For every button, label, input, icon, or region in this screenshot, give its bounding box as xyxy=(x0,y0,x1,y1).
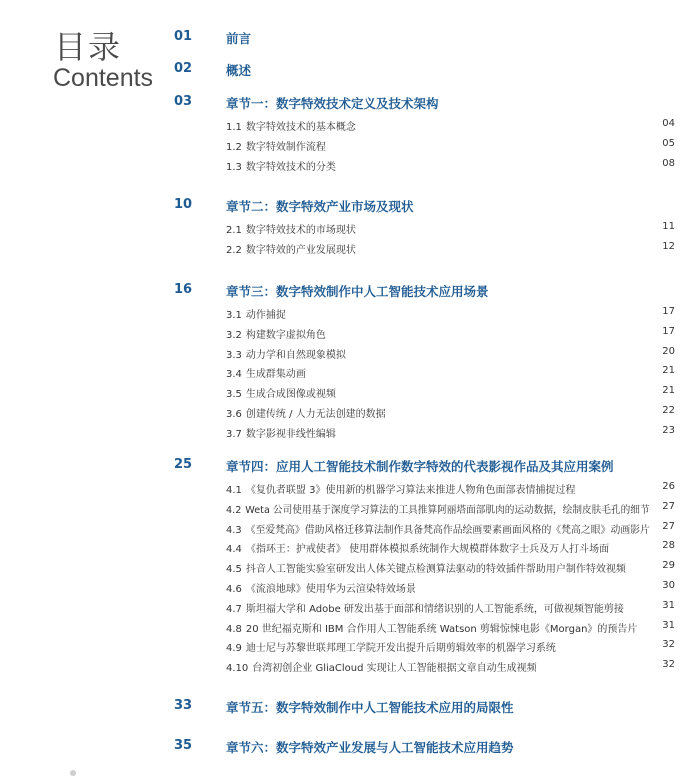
toc-section-row[interactable] xyxy=(0,596,700,616)
chapter-number: 35 xyxy=(174,738,193,753)
section-entry[interactable] xyxy=(226,560,626,575)
toc-section-row[interactable] xyxy=(0,134,700,154)
chapter-title[interactable]: 章节六：数字特效产业发展与人工智能技术应用趋势 xyxy=(226,740,514,755)
section-number: 2.1 xyxy=(226,225,242,236)
section-number: 3.2 xyxy=(226,329,242,341)
section-entry[interactable] xyxy=(226,501,650,516)
section-number: 4.9 xyxy=(226,643,242,655)
toc-section-row[interactable] xyxy=(0,421,700,441)
section-number: 4.10 xyxy=(226,663,249,675)
section-entry[interactable] xyxy=(226,521,650,536)
section-title[interactable]: 迪士尼与苏黎世联邦理工学院开发出提升后期剪辑效率的机器学习系统 xyxy=(245,643,556,655)
section-title[interactable]: 《复仇者联盟 3》使用新的机器学习算法来推进人物角色面部表情捕捉过程 xyxy=(245,485,576,496)
toc-section-row[interactable] xyxy=(0,576,700,596)
page-number: 27 xyxy=(662,500,675,512)
toc-section-row[interactable] xyxy=(0,154,700,174)
section-number: 4.6 xyxy=(226,584,242,595)
section-number: 4.8 xyxy=(226,623,242,635)
section-title[interactable]: 抖音人工智能实验室研发出人体关键点检测算法驱动的特效插件帮助用户制作特效视频 xyxy=(245,564,626,576)
section-entry[interactable] xyxy=(226,221,356,236)
section-title[interactable]: 数字特效技术的市场现状 xyxy=(245,225,356,236)
chapter-number: 02 xyxy=(174,61,193,76)
section-number: 4.7 xyxy=(226,603,242,615)
toc-section-row[interactable] xyxy=(0,381,700,401)
section-entry[interactable] xyxy=(226,540,609,555)
page-number: 32 xyxy=(662,639,675,651)
section-number: 4.2 xyxy=(226,504,242,516)
page-title-zh: 目录 xyxy=(54,28,123,66)
section-number: 3.3 xyxy=(226,349,242,361)
toc-section-row[interactable] xyxy=(0,497,700,517)
section-title[interactable]: Weta 公司使用基于深度学习算法的工具推算阿丽塔面部肌肉的运动数据，绘制皮肤毛孔的细节 xyxy=(245,504,650,516)
page-corner-mark xyxy=(70,770,76,776)
toc-section-row[interactable] xyxy=(0,635,700,655)
section-entry[interactable] xyxy=(226,241,356,256)
section-number: 3.5 xyxy=(226,389,242,401)
section-number: 1.2 xyxy=(226,141,242,153)
section-title[interactable]: 20 世纪福克斯和 IBM 合作用人工智能系统 Watson 剪辑惊悚电影《Morgan》的预告片 xyxy=(245,623,638,635)
chapter-number: 01 xyxy=(174,29,193,44)
section-entry[interactable] xyxy=(226,158,336,173)
page-number: 08 xyxy=(662,157,675,169)
toc-chapter-row[interactable] xyxy=(0,456,700,476)
toc-chapter-row[interactable] xyxy=(0,93,700,113)
toc-section-row[interactable] xyxy=(0,237,700,257)
section-entry[interactable] xyxy=(226,481,575,496)
section-title[interactable]: 数字影视非线性编辑 xyxy=(245,428,336,440)
page-title-en: Contents xyxy=(53,64,154,92)
chapter-title[interactable]: 概述 xyxy=(226,63,252,78)
section-title[interactable]: 构建数字虚拟角色 xyxy=(245,329,326,341)
section-entry[interactable] xyxy=(226,138,326,153)
chapter-number: 16 xyxy=(174,282,193,297)
toc-chapter-row[interactable] xyxy=(0,60,700,80)
toc-chapter-row[interactable] xyxy=(0,196,700,216)
section-title[interactable]: 数字特效技术的基本概念 xyxy=(245,122,356,133)
page-number: 21 xyxy=(662,385,675,397)
page-number: 29 xyxy=(662,560,675,572)
page-number: 17 xyxy=(662,306,675,317)
chapter-number: 25 xyxy=(174,457,193,472)
section-number: 4.5 xyxy=(226,564,242,576)
toc-section-row[interactable] xyxy=(0,477,700,497)
page-number: 05 xyxy=(662,137,675,149)
chapter-title[interactable]: 章节五：数字特效制作中人工智能技术应用的局限性 xyxy=(226,700,514,715)
section-number: 4.4 xyxy=(226,544,242,556)
chapter-number: 10 xyxy=(174,197,193,212)
section-title[interactable]: 《指环王：护戒使者》 使用群体模拟系统制作大规模群体数字士兵及万人打斗场面 xyxy=(245,544,610,556)
section-number: 1.1 xyxy=(226,122,242,133)
section-entry[interactable] xyxy=(226,425,336,440)
toc-section-row[interactable] xyxy=(0,114,700,134)
toc-section-row[interactable] xyxy=(0,655,700,675)
toc-chapter-row[interactable] xyxy=(0,281,700,301)
page-number: 31 xyxy=(662,599,675,611)
section-entry[interactable] xyxy=(226,600,624,615)
section-entry[interactable] xyxy=(226,639,556,654)
section-number: 4.1 xyxy=(226,485,242,496)
section-number: 3.4 xyxy=(226,369,242,381)
section-title[interactable]: 数字特效的产业发展现状 xyxy=(245,244,356,256)
page-number: 20 xyxy=(662,345,675,357)
section-title[interactable]: 动力学和自然现象模拟 xyxy=(245,349,346,361)
section-entry[interactable] xyxy=(226,118,356,133)
toc-section-row[interactable] xyxy=(0,217,700,237)
page-number: 22 xyxy=(662,405,675,416)
chapter-title[interactable]: 章节三：数字特效制作中人工智能技术应用场景 xyxy=(226,284,489,299)
page-number: 17 xyxy=(662,325,675,337)
page-number: 23 xyxy=(662,424,675,436)
chapter-title[interactable]: 前言 xyxy=(226,31,252,46)
chapter-title[interactable]: 章节四：应用人工智能技术制作数字特效的代表影视作品及其应用案例 xyxy=(226,459,614,474)
toc-section-row[interactable] xyxy=(0,322,700,342)
page-number: 11 xyxy=(662,221,675,232)
toc-section-row[interactable] xyxy=(0,361,700,381)
section-title[interactable]: 《至爱梵高》借助风格迁移算法制作具备梵高作品绘画要素画面风格的《梵高之眼》动画影片 xyxy=(245,524,650,536)
section-number: 3.6 xyxy=(226,409,242,420)
page-number: 31 xyxy=(662,619,675,631)
page-number: 32 xyxy=(662,659,675,671)
page-number: 27 xyxy=(662,520,675,532)
section-entry[interactable] xyxy=(226,659,537,674)
section-title[interactable]: 斯坦福大学和 Adobe 研发出基于面部和情绪识别的人工智能系统，可做视频智能剪接 xyxy=(245,603,624,615)
chapter-number: 33 xyxy=(174,698,193,713)
section-entry[interactable] xyxy=(226,346,346,361)
section-entry[interactable] xyxy=(226,405,386,420)
section-entry[interactable] xyxy=(226,385,336,400)
section-number: 1.3 xyxy=(226,161,242,173)
chapter-title[interactable]: 章节一：数字特效技术定义及技术架构 xyxy=(226,96,439,111)
toc-section-row[interactable] xyxy=(0,302,700,322)
toc-section-row[interactable] xyxy=(0,536,700,556)
page-number: 12 xyxy=(662,240,675,252)
section-title[interactable]: 《流浪地球》使用华为云渲染特效场景 xyxy=(245,584,416,595)
section-number: 4.3 xyxy=(226,524,242,536)
section-title[interactable]: 数字特效技术的分类 xyxy=(245,161,336,173)
section-title[interactable]: 数字特效制作流程 xyxy=(245,141,326,153)
section-number: 3.1 xyxy=(226,310,242,321)
chapter-title[interactable]: 章节二：数字特效产业市场及现状 xyxy=(226,199,414,214)
chapter-number: 03 xyxy=(174,94,193,109)
section-title[interactable]: 创建传统 / 人力无法创建的数据 xyxy=(245,409,386,420)
section-entry[interactable] xyxy=(226,326,326,341)
page-number: 21 xyxy=(662,365,675,377)
section-title[interactable]: 动作捕捉 xyxy=(245,310,286,321)
section-title[interactable]: 生成群集动画 xyxy=(245,369,306,381)
toc-section-row[interactable] xyxy=(0,517,700,537)
section-number: 3.7 xyxy=(226,428,242,440)
section-entry[interactable] xyxy=(226,306,286,321)
page-number: 04 xyxy=(662,118,675,129)
section-entry[interactable] xyxy=(226,580,416,595)
section-number: 2.2 xyxy=(226,244,242,256)
section-title[interactable]: 生成合成图像或视频 xyxy=(245,389,336,401)
toc-chapter-row[interactable] xyxy=(0,737,700,757)
toc-section-row[interactable] xyxy=(0,342,700,362)
toc-chapter-row[interactable] xyxy=(0,697,700,717)
page-number: 28 xyxy=(662,540,675,552)
page-number: 26 xyxy=(662,481,675,492)
toc-chapter-row[interactable] xyxy=(0,28,700,48)
toc-section-row[interactable] xyxy=(0,616,700,636)
section-entry[interactable] xyxy=(226,365,306,380)
page-number: 30 xyxy=(662,580,675,591)
toc-section-row[interactable] xyxy=(0,556,700,576)
toc-section-row[interactable] xyxy=(0,401,700,421)
section-entry[interactable] xyxy=(226,620,637,635)
section-title[interactable]: 台湾初创企业 GliaCloud 实现让人工智能根据文章自动生成视频 xyxy=(252,663,537,675)
